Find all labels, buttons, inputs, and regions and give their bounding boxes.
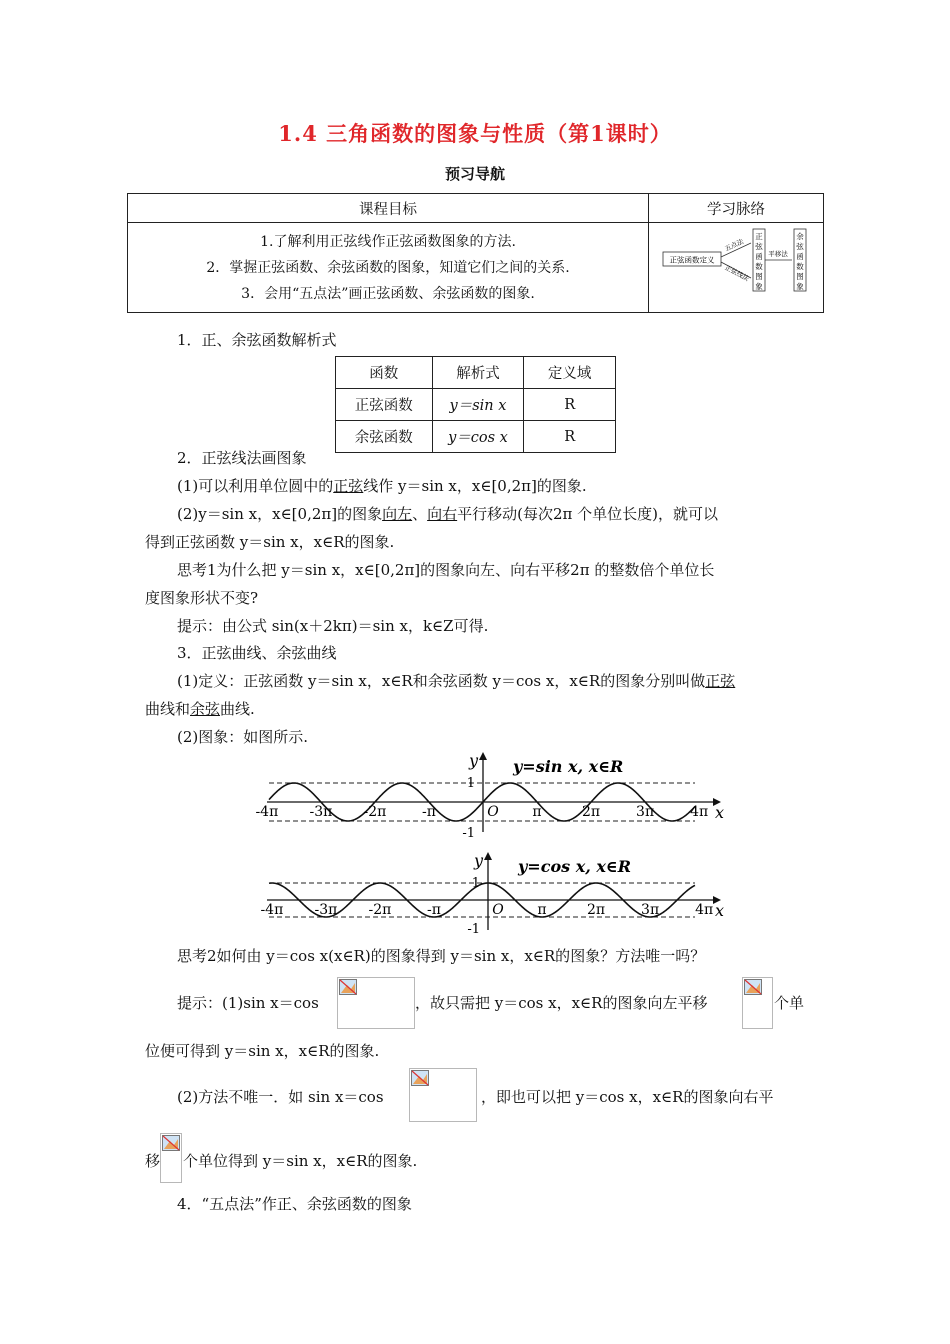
x-tick-label: -π [421,804,436,820]
flow-end: 余弦函数图象 [796,232,804,291]
section-subtitle: 预习导航 [444,165,505,183]
hint1: 提示：由公式 sin(x＋2kπ)＝sin x，k∈Z可得. [177,617,489,635]
table-cell: 正弦函数 [336,389,433,421]
hint2-part1-d: 位便可得到 y＝sin x，x∈R的图象. [145,1042,380,1060]
graph-title: y=cos x, x∈R [518,857,632,876]
think1-question-cont: 度图象形状不变? [145,589,259,607]
underlined-term: 余弦 [190,700,221,718]
x-tick-label: O [487,804,499,820]
text: 平行移动(每次2π 个单位长度)，就可以 [457,505,719,523]
formula-image-placeholder [409,1068,477,1122]
sin-graph [255,750,725,845]
section3-def [177,671,735,691]
x-tick-label: 4π [690,804,709,820]
y-axis-label: y [469,751,479,770]
table-cell: R [524,421,616,453]
hint2-part1-c: 个单 [774,994,805,1012]
table-cell: y＝sin x [432,389,524,421]
underlined-term: 向右 [427,505,458,523]
text: 曲线和 [145,700,191,718]
flow-branch-top: 五点法 [723,237,745,253]
text: 、 [412,505,428,523]
table-cell: 余弦函数 [336,421,433,453]
section2-p2 [177,504,718,524]
section3-figure-caption: (2)图象：如图所示. [177,728,309,746]
y-tick-label: 1 [466,776,475,791]
broken-image-icon [411,1070,429,1086]
x-tick-label: -4π [260,902,284,918]
x-tick-label: 3π [636,804,655,820]
table-row [336,389,616,421]
hint2-part2-d: 个单位得到 y＝sin x，x∈R的图象. [183,1152,418,1170]
section2-p2-cont: 得到正弦函数 y＝sin x，x∈R的图象. [145,533,395,551]
x-tick-label: π [532,804,542,820]
page-title: 1.4 三角函数的图象与性质（第1课时） [278,121,672,146]
col-domain: 定义域 [524,357,616,389]
goals-header: 课程目标 [128,194,649,223]
x-tick-label: 2π [587,902,606,918]
think1-question: 思考1为什么把 y＝sin x，x∈[0,2π]的图象向左、向右平移2π 的整数倍个单位长 [177,561,715,579]
y-tick-label: 1 [471,876,480,891]
hint2-part1: 提示：(1)sin x＝cos [177,994,319,1012]
y-tick-label: -1 [462,826,475,841]
col-function: 函数 [336,357,433,389]
text: (1)可以利用单位圆中的 [177,477,334,495]
hint2-part2-b: ，即也可以把 y＝cos x，x∈R的图象向右平 [481,1088,774,1106]
text: (2)y＝sin x，x∈[0,2π]的图象 [177,505,383,523]
cos-graph [260,850,725,938]
hint2-part1-b: ，故只需把 y＝cos x，x∈R的图象向左平移 [415,994,708,1012]
table-cell: R [524,389,616,421]
x-tick-label: 2π [582,804,601,820]
flow-branch-bottom: 正弦线法 [723,263,751,283]
flow-cell [649,223,824,313]
section4-heading: 4．“五点法”作正、余弦函数的图象 [177,1195,412,1213]
flow-diagram [650,223,822,303]
table-cell: y＝cos x [432,421,524,453]
goal-1: 1.了解利用正弦线作正弦函数图象的方法. [260,233,516,250]
x-tick-label: O [492,902,504,918]
formula-image-placeholder [337,977,415,1029]
col-expression: 解析式 [432,357,524,389]
flow-start: 正弦函数定义 [669,255,715,265]
y-axis-arrow [479,752,487,760]
y-tick-label: -1 [467,922,480,937]
graph-title: y=sin x, x∈R [513,757,624,776]
goals-cell [128,223,649,313]
x-tick-label: π [537,902,547,918]
think2-question: 思考2如何由 y＝cos x(x∈R)的图象得到 y＝sin x，x∈R的图象？方法唯一吗？ [177,947,706,965]
goal-3: 3．会用“五点法”画正弦函数、余弦函数的图象. [241,285,535,302]
overview-table [127,193,824,313]
hint2-part2: (2)方法不唯一．如 sin x＝cos [177,1088,384,1106]
x-tick-label: -π [426,902,441,918]
section2-p1 [177,476,587,496]
text: (1)定义：正弦函数 y＝sin x，x∈R和余弦函数 y＝cos x，x∈R的图象分别叫做 [177,672,706,690]
y-axis-arrow [484,852,492,860]
text: 曲线. [220,700,255,718]
section3-def-cont [145,699,255,719]
broken-image-icon [744,979,762,995]
broken-image-icon [162,1135,180,1151]
x-tick-label: 4π [695,902,714,918]
flow-shift: 平移法 [768,250,788,258]
broken-image-icon [339,979,357,995]
underlined-term: 正弦 [333,477,364,495]
hint2-part2-c: 移 [145,1152,161,1170]
x-tick-label: -3π [314,902,338,918]
y-axis-label: y [474,851,484,870]
goal-2: 2．掌握正弦函数、余弦函数的图象，知道它们之间的关系. [206,259,570,276]
x-axis-label: x [715,901,725,920]
x-tick-label: -2π [368,902,392,918]
table-row [336,421,616,453]
section1-heading: 1．正、余弦函数解析式 [177,331,337,349]
underlined-term: 向左 [382,505,413,523]
underlined-term: 正弦 [705,672,736,690]
x-tick-label: -3π [309,804,333,820]
x-tick-label: -4π [255,804,279,820]
section3-heading: 3．正弦曲线、余弦曲线 [177,644,337,662]
flow-header: 学习脉络 [649,194,824,223]
formula-image-placeholder [742,977,773,1029]
definition-table [335,356,616,453]
text: 线作 y＝sin x，x∈[0,2π]的图象. [363,477,587,495]
x-tick-label: -2π [363,804,387,820]
section2-heading: 2．正弦线法画图象 [177,449,307,467]
formula-image-placeholder [160,1133,182,1183]
flow-middle: 正弦函数图象 [755,232,763,291]
x-tick-label: 3π [641,902,660,918]
x-axis-label: x [715,803,725,822]
